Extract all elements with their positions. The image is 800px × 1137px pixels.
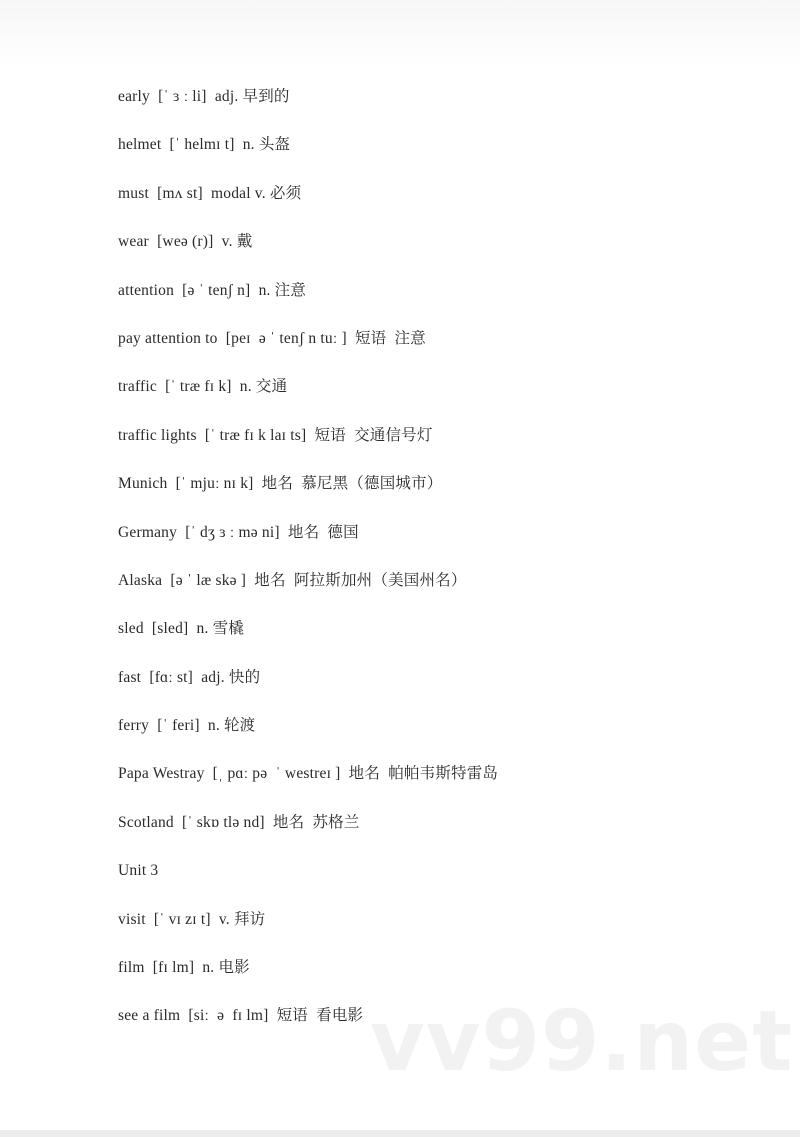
- vocab-line: traffic lights [ˈ træ fɪ k laɪ ts] 短语 交通信号灯: [118, 426, 433, 444]
- vocab-line: helmet [ˈ helmɪ t] n. 头盔: [118, 136, 291, 154]
- vocab-line: Germany [ˈ dʒ ɜ ː mə ni] 地名 德国: [118, 523, 359, 541]
- vocab-line: Alaska [ə ˈ læ skə ] 地名 阿拉斯加州（美国州名）: [118, 571, 467, 589]
- vocab-line: film [fɪ lm] n. 电影: [118, 959, 250, 977]
- vocab-line: ferry [ˈ feri] n. 轮渡: [118, 717, 256, 735]
- vocab-line: visit [ˈ vɪ zɪ t] v. 拜访: [118, 910, 266, 928]
- vocab-line: see a film [siː ə fɪ lm] 短语 看电影: [118, 1007, 364, 1025]
- vocab-line: attention [ə ˈ tenʃ n] n. 注意: [118, 281, 307, 299]
- vocab-line: must [mʌ st] modal v. 必须: [118, 184, 302, 202]
- vocab-line: fast [fɑː st] adj. 快的: [118, 668, 261, 686]
- watermark: vv99.net: [370, 992, 794, 1090]
- vocab-line: wear [weə (r)] v. 戴: [118, 233, 253, 251]
- vocab-line: Munich [ˈ mjuː nɪ k] 地名 慕尼黑（德国城市）: [118, 475, 443, 493]
- vocab-line: sled [sled] n. 雪橇: [118, 620, 245, 638]
- vocabulary-list: [118, 83, 758, 1051]
- page-top-edge: [0, 0, 800, 68]
- vocab-line: Scotland [ˈ skɒ tlə nd] 地名 苏格兰: [118, 813, 360, 831]
- page-bottom-edge: [0, 1130, 800, 1137]
- vocab-line: traffic [ˈ træ fɪ k] n. 交通: [118, 378, 288, 396]
- vocab-line: pay attention to [peɪ ə ˈ tenʃ n tuː ] 短语 注意: [118, 329, 426, 347]
- unit-heading: Unit 3: [118, 862, 159, 880]
- vocab-line: early [ˈ ɜ ː li] adj. 早到的: [118, 88, 290, 105]
- vocab-line: Papa Westray [ˌ pɑː pə ˈ westreɪ ] 地名 帕帕韦斯特雷岛: [118, 765, 499, 783]
